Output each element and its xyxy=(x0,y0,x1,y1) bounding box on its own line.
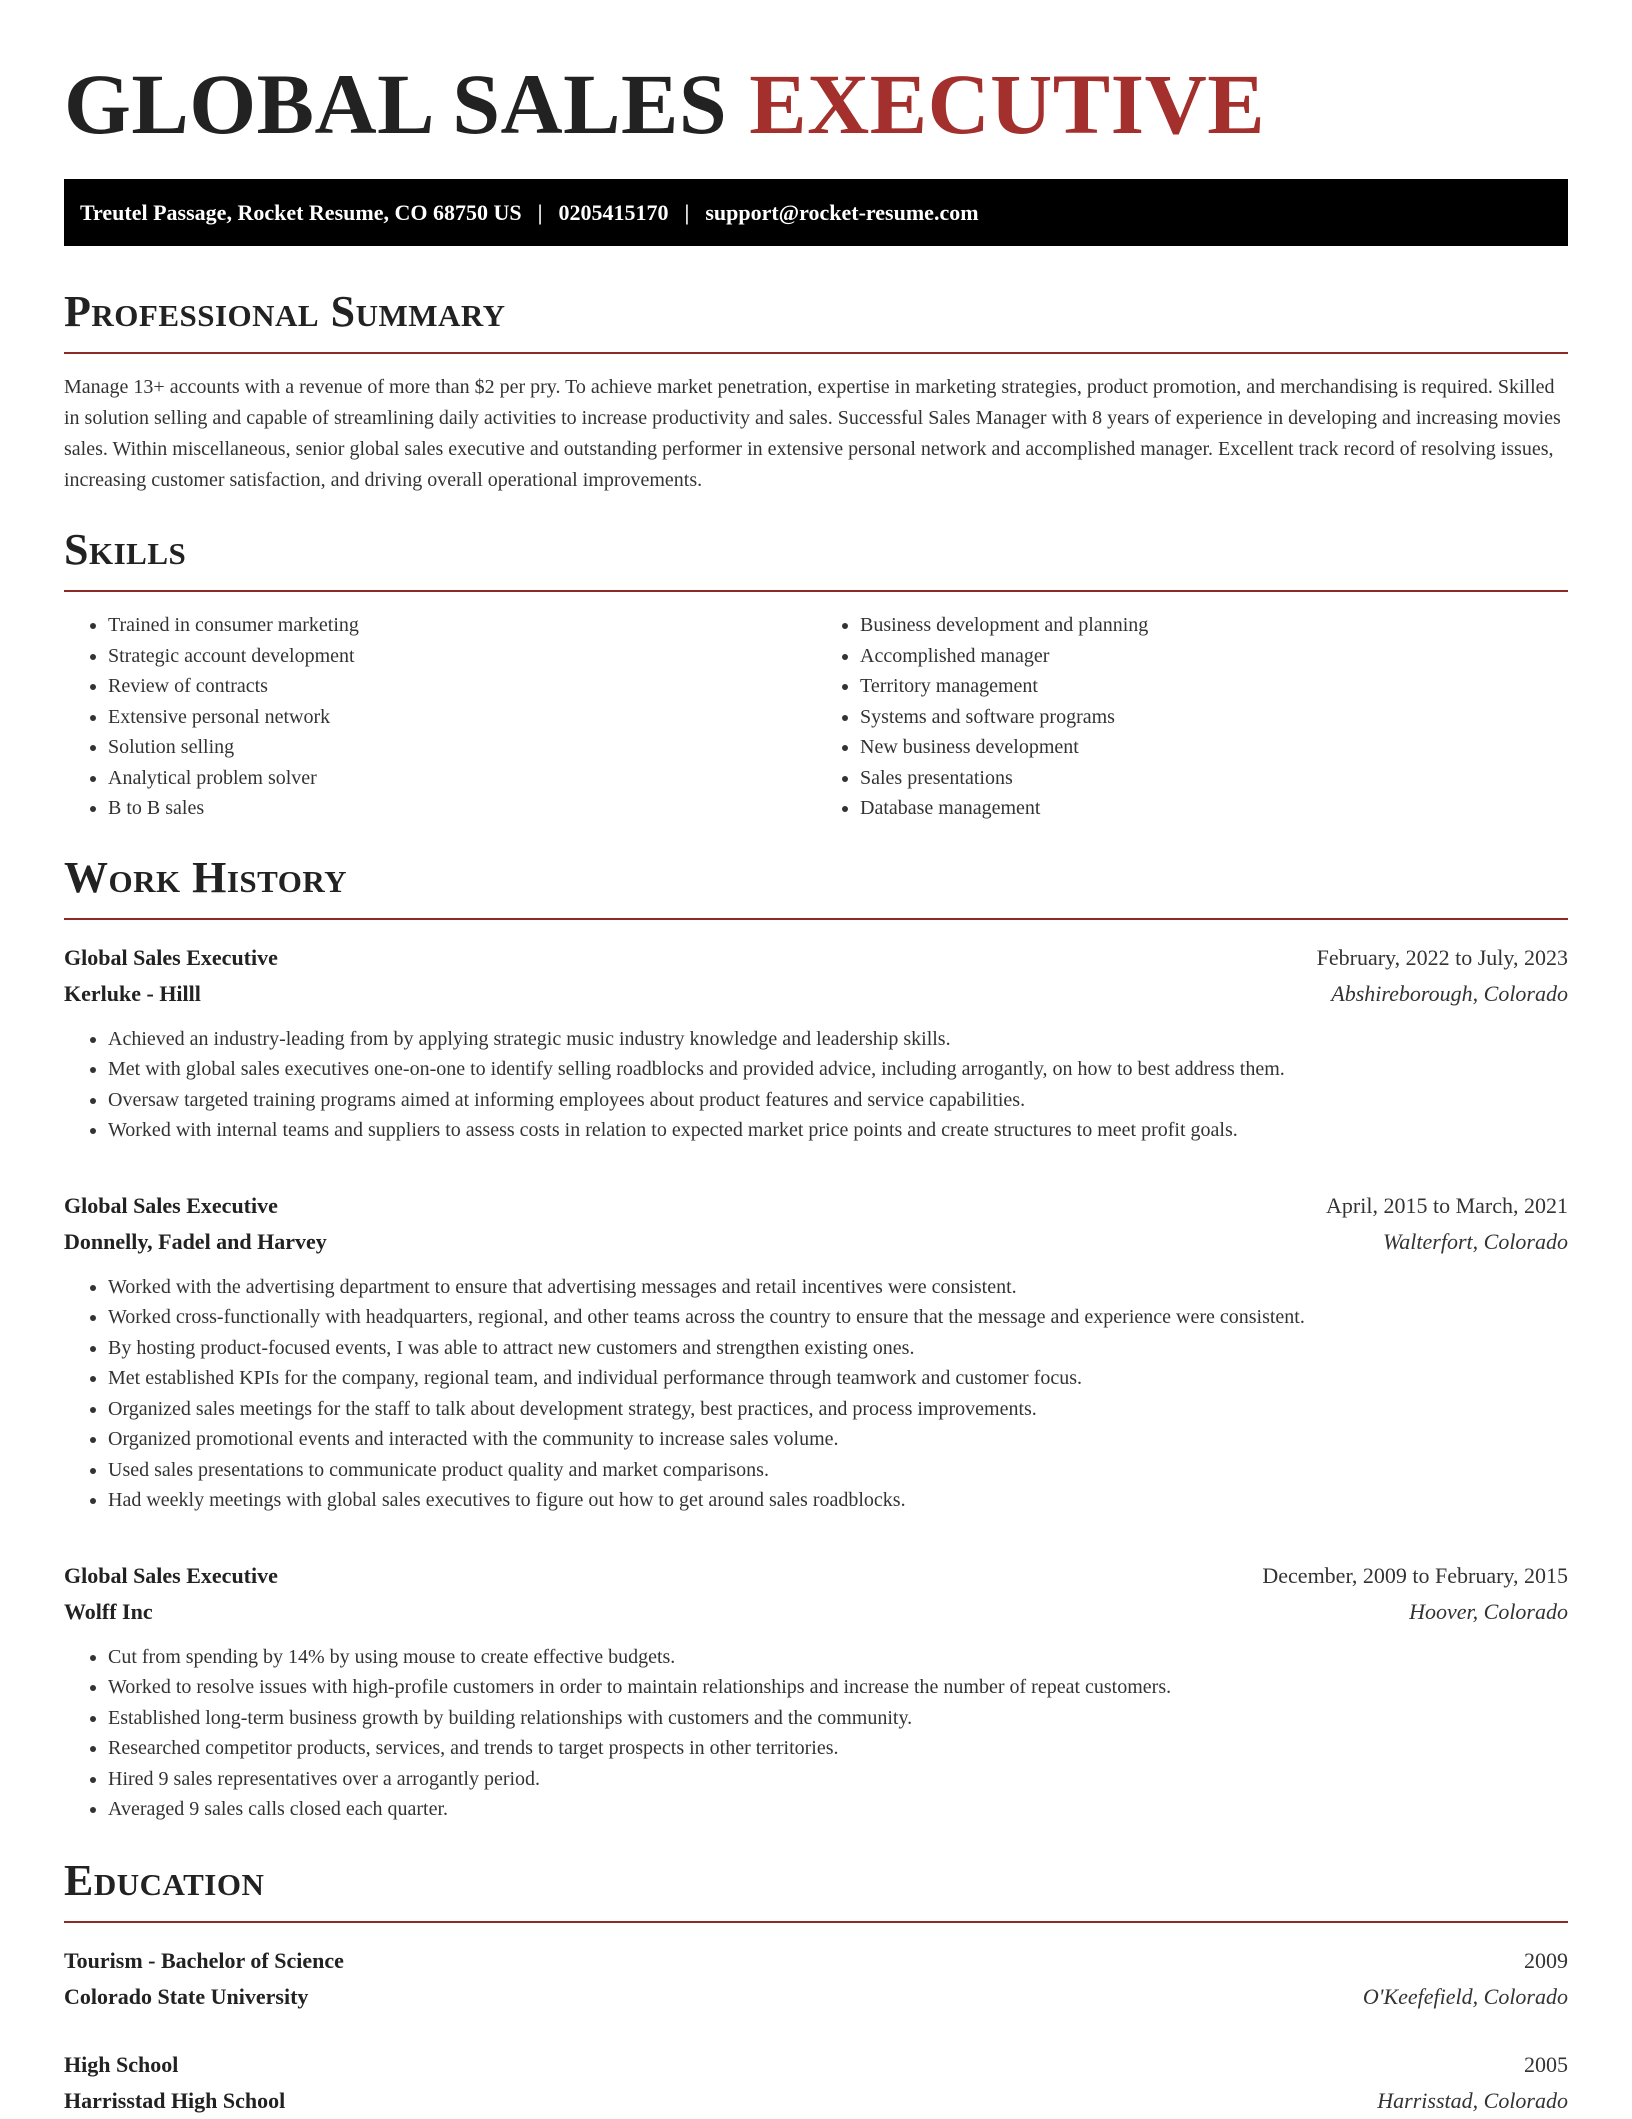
education-degree-row xyxy=(64,1943,1568,1979)
work-history-section xyxy=(64,852,1568,1825)
contact-address: Treutel Passage, Rocket Resume, CO 68750 US xyxy=(80,199,522,225)
summary-section xyxy=(64,286,1568,496)
skill-item: • Database management xyxy=(860,793,1568,824)
job-header-row xyxy=(64,1188,1568,1224)
name-last: EXECUTIVE xyxy=(749,56,1266,152)
section-divider xyxy=(64,918,1568,920)
job-company: Kerluke - Hilll xyxy=(64,980,201,1006)
skill-item: • Business development and planning xyxy=(860,610,1568,641)
skill-item: • Solution selling xyxy=(108,732,816,763)
job-entry xyxy=(64,940,1568,1146)
education-degree-row xyxy=(64,2047,1568,2083)
skill-item: • B to B sales xyxy=(108,793,816,824)
job-company-row xyxy=(64,1224,1568,1260)
education-year: 2005 xyxy=(1524,2051,1568,2077)
skills-grid xyxy=(64,610,1568,824)
skill-item: • Sales presentations xyxy=(860,763,1568,794)
skills-title: Skills xyxy=(64,525,187,574)
education-school: Harrisstad High School xyxy=(64,2087,286,2113)
job-dates: April, 2015 to March, 2021 xyxy=(1326,1192,1568,1218)
skill-item: • Strategic account development xyxy=(108,641,816,672)
skill-item: • Territory management xyxy=(860,671,1568,702)
section-divider xyxy=(64,352,1568,354)
job-entry xyxy=(64,1558,1568,1825)
job-bullet: • By hosting product-focused events, I was able to attract new customers and strengthen existing ones. xyxy=(108,1333,1568,1364)
skill-item: • Extensive personal network xyxy=(108,702,816,733)
skill-item: • Analytical problem solver xyxy=(108,763,816,794)
section-divider xyxy=(64,590,1568,592)
job-bullet: • Cut from spending by 14% by using mouse to create effective budgets. xyxy=(108,1642,1568,1673)
education-location: O'Keefefield, Colorado xyxy=(1362,1983,1568,2009)
job-company-row xyxy=(64,1594,1568,1630)
education-degree: High School xyxy=(64,2051,179,2077)
job-header-row xyxy=(64,940,1568,976)
contact-separator: | xyxy=(537,199,543,225)
job-bullet: • Hired 9 sales representatives over a arrogantly period. xyxy=(108,1764,1568,1795)
contact-phone: 0205415170 xyxy=(558,199,669,225)
job-bullet: • Worked with the advertising department to ensure that advertising messages and retail incentives were consistent. xyxy=(108,1272,1568,1303)
contact-separator: | xyxy=(684,199,690,225)
education-school: Colorado State University xyxy=(64,1983,309,2009)
education-year: 2009 xyxy=(1524,1947,1568,1973)
name-first: GLOBAL SALES xyxy=(64,56,728,152)
skill-item: • Review of contracts xyxy=(108,671,816,702)
skills-list-right xyxy=(816,610,1568,824)
job-bullet: • Used sales presentations to communicate product quality and market comparisons. xyxy=(108,1455,1568,1486)
skills-list-left xyxy=(64,610,816,824)
job-bullets xyxy=(64,1024,1568,1146)
job-bullet: • Worked with internal teams and suppliers to assess costs in relation to expected market price points and create structures to meet profit goals. xyxy=(108,1115,1568,1146)
job-bullet: • Had weekly meetings with global sales executives to figure out how to get around sales roadblocks. xyxy=(108,1485,1568,1516)
job-bullet: • Met with global sales executives one-on-one to identify selling roadblocks and provided advice, including arrogantly, on how to best address them. xyxy=(108,1054,1568,1085)
job-company: Wolff Inc xyxy=(64,1598,153,1624)
job-bullet: • Organized sales meetings for the staff to talk about development strategy, best practices, and process improvements. xyxy=(108,1394,1568,1425)
job-bullet: • Worked to resolve issues with high-profile customers in order to maintain relationships and increase the number of repeat customers. xyxy=(108,1672,1568,1703)
job-bullet: • Organized promotional events and interacted with the community to increase sales volume. xyxy=(108,1424,1568,1455)
education-location: Harrisstad, Colorado xyxy=(1377,2087,1568,2113)
skills-section xyxy=(64,524,1568,824)
job-bullet: • Established long-term business growth by building relationships with customers and the community. xyxy=(108,1703,1568,1734)
section-divider xyxy=(64,1921,1568,1923)
job-company-row xyxy=(64,976,1568,1012)
skill-item: • Systems and software programs xyxy=(860,702,1568,733)
contact-bar xyxy=(64,179,1568,246)
skill-item: • Accomplished manager xyxy=(860,641,1568,672)
skill-item: • New business development xyxy=(860,732,1568,763)
job-dates: December, 2009 to February, 2015 xyxy=(1262,1562,1568,1588)
job-header-row xyxy=(64,1558,1568,1594)
education-degree: Tourism - Bachelor of Science xyxy=(64,1947,344,1973)
job-bullet: • Achieved an industry-leading from by applying strategic music industry knowledge and leadership skills. xyxy=(108,1024,1568,1055)
job-location: Abshireborough, Colorado xyxy=(1331,980,1568,1006)
contact-email[interactable]: support@rocket-resume.com xyxy=(705,199,979,225)
job-bullet: • Worked cross-functionally with headquarters, regional, and other teams across the country to ensure that the message and experience were consistent. xyxy=(108,1302,1568,1333)
job-location: Walterfort, Colorado xyxy=(1383,1228,1568,1254)
job-title: Global Sales Executive xyxy=(64,944,278,970)
job-entry xyxy=(64,1188,1568,1516)
job-bullet: • Met established KPIs for the company, regional team, and individual performance through teamwork and customer focus. xyxy=(108,1363,1568,1394)
job-bullets xyxy=(64,1272,1568,1516)
education-school-row xyxy=(64,2083,1568,2119)
work-history-title: Work History xyxy=(64,852,348,902)
job-title: Global Sales Executive xyxy=(64,1562,278,1588)
job-bullets xyxy=(64,1642,1568,1825)
job-bullet: • Averaged 9 sales calls closed each quarter. xyxy=(108,1794,1568,1825)
resume-name xyxy=(64,56,1568,152)
summary-text: Manage 13+ accounts with a revenue of more than $2 per pry. To achieve market penetration, expertise in marketing strategies, product promotion, and merchandising is required. Skilled in solution selling and capable of streamlining daily activities to increase productivity and sales. Successful Sales Manager with 8 years of experience in developing and increasing movies sales. Within miscellaneous, senior global sales executive and outstanding performer in extensive personal network and accomplished manager. Excellent track record of resolving issues, increasing customer satisfaction, and driving overall operational improvements. xyxy=(64,376,1561,491)
job-title: Global Sales Executive xyxy=(64,1192,278,1218)
skill-item: • Trained in consumer marketing xyxy=(108,610,816,641)
summary-title: Professional Summary xyxy=(64,287,506,336)
job-bullet: • Oversaw targeted training programs aimed at informing employees about product features and service capabilities. xyxy=(108,1085,1568,1116)
education-section xyxy=(64,1855,1568,2119)
job-dates: February, 2022 to July, 2023 xyxy=(1316,944,1568,970)
job-bullet: • Researched competitor products, services, and trends to target prospects in other territories. xyxy=(108,1733,1568,1764)
education-title: Education xyxy=(64,1855,265,1905)
education-entry xyxy=(64,1943,1568,2015)
education-entry xyxy=(64,2047,1568,2119)
job-company: Donnelly, Fadel and Harvey xyxy=(64,1228,327,1254)
education-school-row xyxy=(64,1979,1568,2015)
job-location: Hoover, Colorado xyxy=(1409,1598,1568,1624)
